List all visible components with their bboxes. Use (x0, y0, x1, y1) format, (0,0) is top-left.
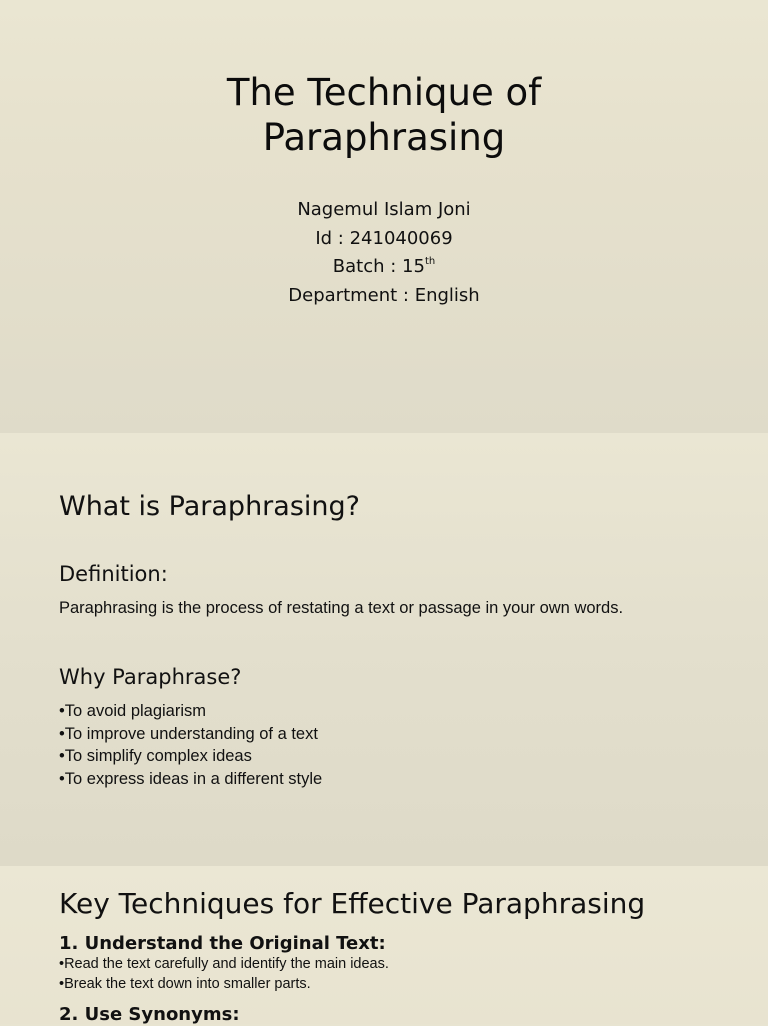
list-item: •To improve understanding of a text (59, 724, 318, 743)
author-info (0, 196, 768, 311)
techniques-heading: Key Techniques for Effective Paraphrasing (59, 887, 646, 920)
list-item: •Read the text carefully and identify the main ideas. (59, 956, 389, 972)
title-line-1: The Technique of (226, 71, 542, 114)
step-2-title: 2. Use Synonyms: (59, 1004, 240, 1025)
reasons-list (59, 700, 322, 790)
batch-text: Batch : 15 (332, 256, 425, 278)
why-label: Why Paraphrase? (59, 665, 242, 689)
author-name: Nagemul Islam Joni (297, 199, 471, 220)
title-line-2: Paraphrasing (262, 116, 506, 159)
list-item: •To simplify complex ideas (59, 747, 252, 765)
slide-title (0, 0, 768, 433)
step-1-title: 1. Understand the Original Text: (59, 933, 386, 954)
student-id: Id : 241040069 (315, 227, 453, 249)
step-1-points (59, 955, 389, 994)
batch-ordinal: th (424, 256, 436, 268)
list-item: •Break the text down into smaller parts. (59, 975, 311, 992)
definition-label: Definition: (59, 562, 168, 586)
what-is-heading: What is Paraphrasing? (59, 491, 360, 522)
definition-text: Paraphrasing is the process of restating a text or passage in your own words. (59, 599, 624, 617)
department: Department : English (288, 285, 480, 307)
list-item: •To express ideas in a different style (59, 769, 323, 788)
presentation-title (0, 70, 768, 160)
list-item: •To avoid plagiarism (59, 702, 207, 720)
batch-line (0, 253, 768, 282)
